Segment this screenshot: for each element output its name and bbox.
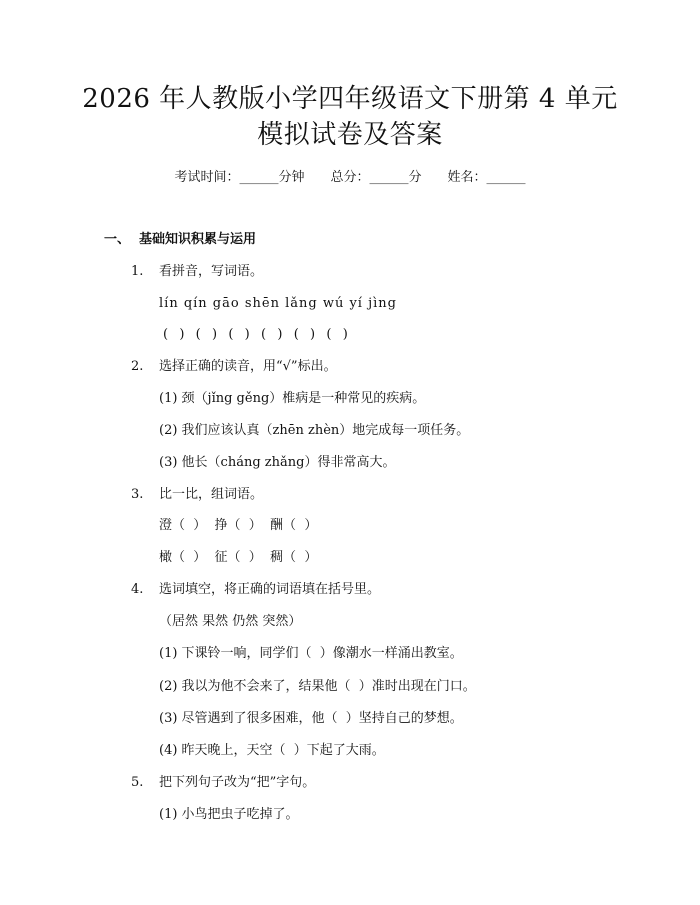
- exam-name-field: 姓名：______: [447, 170, 526, 185]
- answer-blanks: ( ) ( ) ( ) ( ) ( ) ( ): [163, 327, 349, 342]
- question-prompt: 看拼音，写词语。: [159, 264, 264, 279]
- exam-score-field: 总分：______分: [330, 170, 422, 185]
- document-title-line2: 模拟试卷及答案: [257, 120, 443, 150]
- question-prompt: 选词填空，将正确的词语填在括号里。: [159, 582, 381, 597]
- word-group-row: 橄（ ） 征（ ） 稠（ ）: [159, 550, 318, 565]
- question-number: 2.: [131, 359, 144, 374]
- question-prompt: 把下列句子改为“把”字句。: [159, 775, 316, 790]
- question-number: 5.: [131, 775, 144, 790]
- section-heading: 一、 基础知识积累与运用: [104, 232, 257, 247]
- question-item: (4) 昨天晚上，天空（ ）下起了大雨。: [159, 743, 385, 758]
- word-options: （居然 果然 仍然 突然）: [159, 614, 302, 629]
- question-number: 3.: [131, 487, 144, 502]
- document-title-line1: 2026 年人教版小学四年级语文下册第 4 单元: [82, 84, 618, 114]
- word-group-row: 澄（ ） 挣（ ） 酬（ ）: [159, 518, 318, 533]
- question-number: 4.: [131, 582, 144, 597]
- question-item: (3) 尽管遇到了很多困难，他（ ）坚持自己的梦想。: [159, 711, 463, 726]
- question-prompt: 选择正确的读音，用“√”标出。: [159, 359, 337, 374]
- pinyin-line: lín qín gāo shēn lǎng wú yí jìng: [159, 296, 397, 311]
- question-prompt: 比一比，组词语。: [159, 487, 264, 502]
- exam-info-row: [0, 168, 700, 188]
- question-item: (2) 我以为他不会来了，结果他（ ）准时出现在门口。: [159, 679, 476, 694]
- exam-time-field: 考试时间：______分钟: [174, 170, 305, 185]
- question-item: (1) 小鸟把虫子吃掉了。: [159, 807, 299, 822]
- question-number: 1.: [131, 264, 144, 279]
- question-item: (2) 我们应该认真（zhēn zhèn）地完成每一项任务。: [159, 423, 470, 438]
- question-item: (1) 下课铃一响，同学们（ ）像潮水一样涌出教室。: [159, 646, 463, 661]
- question-item: (1) 颈（jǐng gěng）椎病是一种常见的疾病。: [159, 391, 426, 406]
- question-item: (3) 他长（cháng zhǎng）得非常高大。: [159, 455, 396, 470]
